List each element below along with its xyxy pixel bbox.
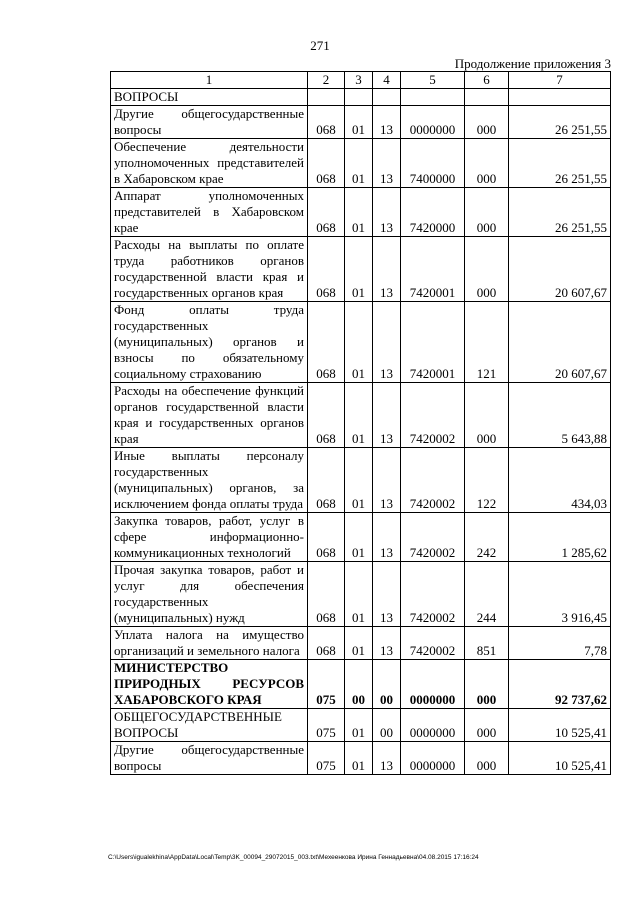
column-header: 2: [308, 72, 345, 89]
table-row: [111, 660, 611, 709]
expense-type-cell: 000: [465, 742, 509, 775]
table-row: [111, 562, 611, 627]
column-header: 3: [345, 72, 373, 89]
chapter-code-cell: 01: [345, 237, 373, 302]
subsection-code-cell: 13: [373, 139, 401, 188]
expense-type-cell: 000: [465, 237, 509, 302]
target-code-cell: 0000000: [401, 709, 465, 742]
expense-type-cell: 000: [465, 139, 509, 188]
column-header: 4: [373, 72, 401, 89]
expense-type-cell: 121: [465, 302, 509, 383]
column-header: 1: [111, 72, 308, 89]
amount-cell: 10 525,41: [509, 742, 611, 775]
row-name-cell: Закупка товаров, работ, услуг в сфере информационно-коммуникационных технологий: [111, 513, 308, 562]
table-body: [111, 89, 611, 775]
expense-type-cell: 242: [465, 513, 509, 562]
table-row: [111, 188, 611, 237]
chapter-code-cell: 01: [345, 448, 373, 513]
amount-cell: 20 607,67: [509, 302, 611, 383]
expense-type-cell: [465, 89, 509, 106]
expense-type-cell: 000: [465, 383, 509, 448]
expense-type-cell: 000: [465, 106, 509, 139]
section-code-cell: 068: [308, 237, 345, 302]
subsection-code-cell: 13: [373, 448, 401, 513]
budget-table: [110, 71, 611, 775]
table-header-row: [111, 72, 611, 89]
section-code-cell: 075: [308, 709, 345, 742]
target-code-cell: 7420002: [401, 562, 465, 627]
target-code-cell: 7420002: [401, 383, 465, 448]
chapter-code-cell: 01: [345, 188, 373, 237]
amount-cell: 434,03: [509, 448, 611, 513]
file-path-footer: C:\Users\igualekhina\AppData\Local\Temp\3K_00094_29072015_003.txt\Мехеенкова Ирина Геннадьевна\04.08.2015 17:16:24: [108, 854, 479, 861]
amount-cell: 20 607,67: [509, 237, 611, 302]
section-code-cell: 068: [308, 627, 345, 660]
expense-type-cell: 851: [465, 627, 509, 660]
amount-cell: 7,78: [509, 627, 611, 660]
subsection-code-cell: 00: [373, 709, 401, 742]
row-name-cell: Другие общегосударственные вопросы: [111, 106, 308, 139]
chapter-code-cell: 01: [345, 139, 373, 188]
row-name-cell: Расходы на обеспечение функций органов государственной власти края и государственных органов края: [111, 383, 308, 448]
section-code-cell: 068: [308, 302, 345, 383]
chapter-code-cell: 01: [345, 513, 373, 562]
target-code-cell: 7420001: [401, 237, 465, 302]
subsection-code-cell: 13: [373, 383, 401, 448]
amount-cell: 26 251,55: [509, 188, 611, 237]
chapter-code-cell: 01: [345, 383, 373, 448]
table-row: [111, 513, 611, 562]
chapter-code-cell: 01: [345, 742, 373, 775]
section-code-cell: 068: [308, 139, 345, 188]
subsection-code-cell: 13: [373, 106, 401, 139]
amount-cell: 1 285,62: [509, 513, 611, 562]
target-code-cell: 7420002: [401, 448, 465, 513]
table-row: [111, 383, 611, 448]
table-row: [111, 742, 611, 775]
target-code-cell: 0000000: [401, 742, 465, 775]
chapter-code-cell: 00: [345, 660, 373, 709]
table-row: [111, 709, 611, 742]
expense-type-cell: 000: [465, 188, 509, 237]
appendix-continuation-note: Продолжение приложения 3: [454, 56, 611, 71]
chapter-code-cell: [345, 89, 373, 106]
column-header: 6: [465, 72, 509, 89]
target-code-cell: 7420000: [401, 188, 465, 237]
chapter-code-cell: 01: [345, 709, 373, 742]
row-name-cell: ВОПРОСЫ: [111, 89, 308, 106]
target-code-cell: [401, 89, 465, 106]
column-header: 5: [401, 72, 465, 89]
amount-cell: [509, 89, 611, 106]
subsection-code-cell: [373, 89, 401, 106]
section-code-cell: [308, 89, 345, 106]
target-code-cell: 0000000: [401, 660, 465, 709]
subsection-code-cell: 13: [373, 302, 401, 383]
expense-type-cell: 000: [465, 660, 509, 709]
subsection-code-cell: 00: [373, 660, 401, 709]
row-name-cell: Иные выплаты персоналу государственных (муниципальных) органов, за исключением фонда оплаты труда: [111, 448, 308, 513]
chapter-code-cell: 01: [345, 562, 373, 627]
amount-cell: 26 251,55: [509, 106, 611, 139]
section-code-cell: 068: [308, 448, 345, 513]
chapter-code-cell: 01: [345, 106, 373, 139]
table-row: [111, 302, 611, 383]
subsection-code-cell: 13: [373, 562, 401, 627]
row-name-cell: Фонд оплаты труда государственных (муниципальных) органов и взносы по обязательному социальному страхованию: [111, 302, 308, 383]
row-name-cell: Прочая закупка товаров, работ и услуг для обеспечения государственных (муниципальных) нужд: [111, 562, 308, 627]
expense-type-cell: 122: [465, 448, 509, 513]
expense-type-cell: 000: [465, 709, 509, 742]
amount-cell: 5 643,88: [509, 383, 611, 448]
target-code-cell: 7420001: [401, 302, 465, 383]
row-name-cell: Другие общегосударственные вопросы: [111, 742, 308, 775]
target-code-cell: 7420002: [401, 513, 465, 562]
section-code-cell: 075: [308, 742, 345, 775]
amount-cell: 3 916,45: [509, 562, 611, 627]
subsection-code-cell: 13: [373, 237, 401, 302]
table-row: [111, 448, 611, 513]
table-row: [111, 139, 611, 188]
section-code-cell: 068: [308, 513, 345, 562]
subsection-code-cell: 13: [373, 188, 401, 237]
target-code-cell: 7400000: [401, 139, 465, 188]
section-code-cell: 068: [308, 562, 345, 627]
chapter-code-cell: 01: [345, 302, 373, 383]
section-code-cell: 068: [308, 383, 345, 448]
row-name-cell: Обеспечение деятельности уполномоченных представителей в Хабаровском крае: [111, 139, 308, 188]
target-code-cell: 7420002: [401, 627, 465, 660]
table-row: [111, 89, 611, 106]
subsection-code-cell: 13: [373, 513, 401, 562]
section-code-cell: 068: [308, 188, 345, 237]
row-name-cell: ОБЩЕГОСУДАРСТВЕННЫЕ ВОПРОСЫ: [111, 709, 308, 742]
table-row: [111, 237, 611, 302]
row-name-cell: МИНИСТЕРСТВО ПРИРОДНЫХ РЕСУРСОВ ХАБАРОВСКОГО КРАЯ: [111, 660, 308, 709]
amount-cell: 26 251,55: [509, 139, 611, 188]
amount-cell: 92 737,62: [509, 660, 611, 709]
row-name-cell: Уплата налога на имущество организаций и земельного налога: [111, 627, 308, 660]
page-number: 271: [310, 38, 330, 53]
column-header: 7: [509, 72, 611, 89]
expense-type-cell: 244: [465, 562, 509, 627]
table-row: [111, 627, 611, 660]
subsection-code-cell: 13: [373, 742, 401, 775]
subsection-code-cell: 13: [373, 627, 401, 660]
row-name-cell: Аппарат уполномоченных представителей в Хабаровском крае: [111, 188, 308, 237]
row-name-cell: Расходы на выплаты по оплате труда работников органов государственной власти края и государственных органов края: [111, 237, 308, 302]
target-code-cell: 0000000: [401, 106, 465, 139]
section-code-cell: 068: [308, 106, 345, 139]
section-code-cell: 075: [308, 660, 345, 709]
table-row: [111, 106, 611, 139]
chapter-code-cell: 01: [345, 627, 373, 660]
amount-cell: 10 525,41: [509, 709, 611, 742]
